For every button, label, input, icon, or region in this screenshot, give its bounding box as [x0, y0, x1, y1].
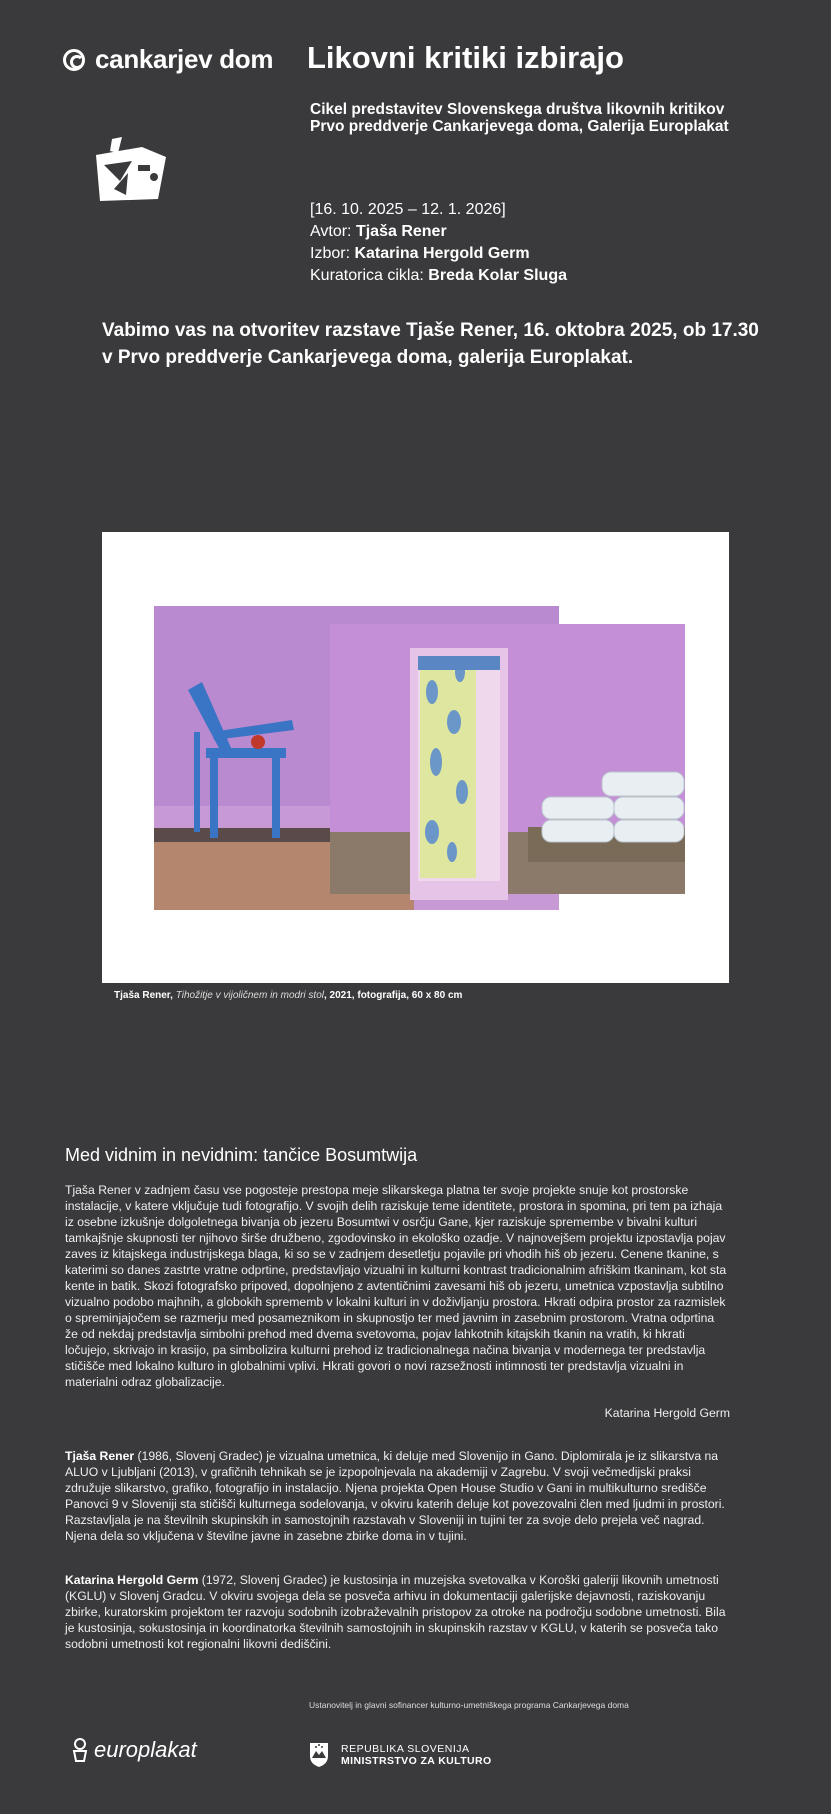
essay-text [65, 1182, 730, 1390]
bio-name: Katarina Hergold Germ [65, 1573, 199, 1587]
artwork-image [102, 532, 729, 983]
invitation-line-1: Vabimo vas na otvoritev razstave Tjaše Rener, 16. oktobra 2025, ob 17.30 [102, 320, 759, 341]
bio-text: (1972, Slovenj Gradec) je kustosinja in muzejska svetovalka v Koroški galeriji likovnih umetnosti (KGLU) v Slovenj Gradcu. V okviru svojega dela se posveča arhivu in dokumentaciji galerijske dejavnosti, raziskovanju zbirke, kuratorskim projektom ter razvoju sodobnih izobraževalnih pristopov za otroke na področju sodobne umetnosti. Bila je kustosinja, sokustosinja in koordinatorka številnih samostojnih in skupinskih razstav v KGLU, v katerih se posveča tako sodobni umetnosti kot regionalni likovni dediščini. [65, 1573, 726, 1651]
art-critics-society-logo-icon [92, 137, 170, 205]
caption-work-title: Tihožitje v vijoličnem in modri stol [175, 990, 324, 1001]
page-title: Likovni kritiki izbirajo [307, 40, 624, 75]
ministry-text [341, 1743, 492, 1767]
bio-text: (1986, Slovenj Gradec) je vizualna umetnica, ki deluje med Slovenijo in Gano. Diplomirala je iz slikarstva na ALUO v Ljubljani (2013), v grafičnih tehnikah se je izpopolnjevala na akademiji v Zagrebu. V svoji večmedijski praksi združuje slikarstvo, grafiko, fotografijo in instalacijo. Njena projekta Open House Studio v Gani in multikulturno središče Panovci 9 v Sloveniji sta stičišči kulturnega sodelovanja, v okviru katerih deluje kot povezovalni člen med ljudmi in prostori. Razstavljala je na številnih skupinskih in samostojnih razstavah v Sloveniji in tujini ter za svoje delo prejela več nagrad. Njena dela so vključena v številne javne in zasebne zbirke doma in v tujini. [65, 1449, 725, 1543]
ministry-line-1: REPUBLIKA SLOVENIJA [341, 1743, 470, 1755]
author-row: Avtor: Tjaša Rener [310, 223, 447, 240]
cankarjev-dom-logo [63, 44, 273, 75]
cankarjev-dom-logo-icon [63, 49, 85, 71]
essay-title: Med vidnim in nevidnim: tančice Bosumtwija [65, 1145, 418, 1165]
selection-row: Izbor: Katarina Hergold Germ [310, 245, 530, 262]
slovenia-coat-of-arms-icon [309, 1742, 329, 1768]
artwork-caption [114, 990, 462, 1001]
ministry-line-2: MINISTRSTVO ZA KULTURO [341, 1755, 492, 1767]
artist-bio [65, 1448, 730, 1544]
ministry-logo [309, 1742, 492, 1768]
caption-details: , 2021, fotografija, 60 x 80 cm [324, 990, 463, 1001]
exhibition-details [310, 199, 567, 287]
selection-name: Katarina Hergold Germ [354, 245, 530, 262]
caption-artist: Tjaša Rener, [114, 990, 173, 1001]
funder-note: Ustanovitelj in glavni sofinancer kulturno-umetniškega programa Cankarjevega doma [309, 1700, 629, 1710]
invitation [102, 317, 759, 371]
essay-paragraph: Tjaša Rener v zadnjem času vse pogosteje prestopa meje slikarskega platna ter svoje projekte snuje kot prostorske instalacije, v katere vključuje tudi fotografijo. V svojih delih raziskuje teme identitete, prostora in spomina, pri tem pa izhaja iz osebne izkušnje dolgoletnega bivanja ob jezeru Bosumtwi v osrčju Gane, kjer raziskuje spremembe v bivalni kulturi tamkajšnje skupnosti ter njihovo širše družbeno, zgodovinsko in ekološko ozadje. V najnovejšem projektu izpostavlja pojav zaves iz kitajskega industrijskega blaga, ki so se v zadnjem desetletju pojavile pri vhodih hiš ob jezeru. Cenene tkanine, s katerimi so danes zastrte vratne odprtine, predstavljajo vizualni in kulturni kontrast tradicionalnim afriškim tkaninam, kot sta kente in batik. Skozi fotografsko pripoved, dopolnjeno z avtentičnimi zavesami hiš ob jezeru, umetnica vzpostavlja subtilno vizualno podobo majhnih, a globokih sprememb v lokalni kulturi in v doživljanju prostora. Hkrati odpira prostor za razmislek o spreminjajočem se razmerju med posameznikom in skupnostjo ter med javnim in zasebnim prostorom. Vratna odprtina že od nekdaj predstavlja simbolni prehod med dvema svetovoma, pojav lahkotnih kitajskih tkanin na vratih, ki hkrati ločujejo, skrivajo in krasijo, pa simbolizira kulturni prehod iz tradicionalnega načina bivanja v modernega ter predstavlja stičišče med lokalno kulturo in globalnimi vplivi. Hkrati govori o novi razsežnosti intimnosti ter predstavlja vizualni in materialni odraz globalizacije. [65, 1183, 727, 1389]
exhibition-dates: [16. 10. 2025 – 12. 1. 2026] [310, 201, 506, 218]
europlakat-text: europlakat [94, 1737, 197, 1762]
subtitle [310, 101, 729, 135]
artwork-photo [102, 532, 729, 983]
curator-name: Breda Kolar Sluga [428, 267, 567, 284]
essay-signature: Katarina Hergold Germ [604, 1406, 730, 1420]
author-name: Tjaša Rener [355, 223, 447, 240]
curator-row: Kuratorica cikla: Breda Kolar Sluga [310, 267, 567, 284]
invitation-line-2: v Prvo preddverje Cankarjevega doma, galerija Europlakat. [102, 347, 634, 368]
logo-text: cankarjev dom [95, 44, 274, 74]
europlakat-logo [70, 1737, 197, 1763]
europlakat-logo-icon [70, 1737, 90, 1763]
bio-name: Tjaša Rener [65, 1449, 135, 1463]
subtitle-line-1: Cikel predstavitev Slovenskega društva likovnih kritikov [310, 101, 725, 118]
curator-bio [65, 1572, 730, 1652]
subtitle-line-2: Prvo preddverje Cankarjevega doma, Galerija Europlakat [310, 118, 729, 135]
